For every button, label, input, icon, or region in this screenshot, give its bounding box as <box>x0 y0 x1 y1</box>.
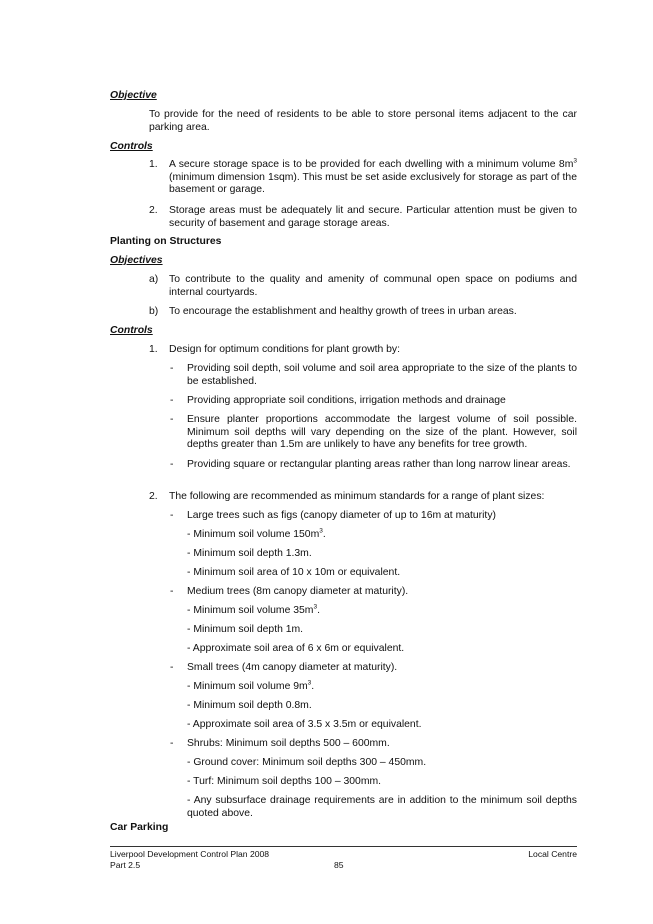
small-trees-area: - Approximate soil area of 3.5 x 3.5m or equivalent. <box>187 719 422 730</box>
planting-control-2-text: The following are recommended as minimum standards for a range of plant sizes: <box>169 491 545 502</box>
objective-item-a-text: To contribute to the quality and amenity of communal open space on podiums and internal courtyards. <box>169 274 577 298</box>
planting-control-2-number: 2. <box>149 491 158 502</box>
large-trees-area: - Minimum soil area of 10 x 10m or equivalent. <box>187 567 401 578</box>
small-trees-volume: - Minimum soil volume $9m^3$. <box>187 679 315 692</box>
document-page: Objective To provide for the need of residents to be able to store personal items adjacent to the car parking area. Controls 1. A secure storage space is to be provided for each dwelling with a minimum volume $8m^3$ (minimum dimension 1sqm). This must be set aside exclusively for storage as part of the basement or garage. 2. Storage areas must be adequately lit and secure. Particular attention must be given to security of basement and garage storage areas. Planting on Structures Objectives a) To contribute to the quality and amenity of communal open space on podiums and internal courtyards. b) To encourage the establishment and healthy growth of trees in urban areas. Controls 1. Design for optimum conditions for plant growth by: - Providing soil depth, soil volume and soil area appropriate to the size of the plants to be established. - Providing appropriate soil conditions, irrigation methods and drainage - Ensure planter proportions accommodate the largest volume of soil possible. Minimum soil depths will vary depending on the size of the plant. However, soil depths greater than 1.5m are unlikely to have any benefits for tree growth. - Providing square or rectangular planting areas rather than long narrow linear areas. 2. The following are recommended as minimum standards for a range of plant sizes: - Large trees such as figs (canopy diameter of up to 16m at maturity) - Minimum soil volume $150m^3$. - Minimum soil depth 1.3m. - Minimum soil area of 10 x 10m or equivalent. - Medium trees (8m canopy diameter at maturity). - Minimum soil volume $35m^3$. - Minimum soil depth 1m. - Approximate soil area of 6 x 6m or equivalent. - Small trees (4m canopy diameter at maturity). - Minimum soil volume $9m^3$. - Minimum soil depth 0.8m. - Approximate soil area of 3.5 x 3.5m or equivalent. - Shrubs: Minimum soil depths 500 – 600mm. - Ground cover: Minimum soil depths 300 – 450mm. - Turf: Minimum soil depths 100 – 300mm. - Any subsurface drainage requirements are in addition to the minimum soil depths quoted above. Car Parking Liverpool Development Control Plan 2008 Part 2.5 85 Local Centre <box>110 90 577 870</box>
footer-doc-title: Liverpool Development Control Plan 2008 <box>110 849 270 859</box>
turf-depth: - Turf: Minimum soil depths 100 – 300mm. <box>187 776 382 787</box>
planting-controls-heading: Controls <box>110 325 153 336</box>
planting-on-structures-title: Planting on Structures <box>110 236 222 247</box>
medium-trees-depth: - Minimum soil depth 1m. <box>187 624 304 635</box>
footer-page-number: 85 <box>334 860 344 870</box>
control-item-1-text: A secure storage space is to be provided for each dwelling with a minimum volume $8m^3$ (minimum dimension 1sqm). This must be set aside exclusively for storage as part of the basement or garage. <box>169 157 577 196</box>
objective-item-a-label: a) <box>149 274 159 285</box>
car-parking-title: Car Parking <box>110 822 169 833</box>
control-item-2-text: Storage areas must be adequately lit and secure. Particular attention must be given to security of basement and garage storage areas. <box>169 205 577 229</box>
large-trees-volume: - Minimum soil volume $150m^3$. <box>187 527 326 540</box>
planting-control-1-text: Design for optimum conditions for plant growth by: <box>169 344 401 355</box>
control-item-1-number: 1. <box>149 159 158 170</box>
footer-divider <box>110 846 577 847</box>
objective-heading: Objective <box>110 90 157 101</box>
small-trees-depth: - Minimum soil depth 0.8m. <box>187 700 312 711</box>
objective-item-b-text: To encourage the establishment and healthy growth of trees in urban areas. <box>169 306 517 317</box>
planting-control-1-number: 1. <box>149 344 158 355</box>
large-trees-depth: - Minimum soil depth 1.3m. <box>187 548 312 559</box>
control-item-2-number: 2. <box>149 205 158 216</box>
controls-heading: Controls <box>110 141 153 152</box>
medium-trees-area: - Approximate soil area of 6 x 6m or equivalent. <box>187 643 405 654</box>
ground-cover-depth: - Ground cover: Minimum soil depths 300 – 450mm. <box>187 757 427 768</box>
footer-part: Part 2.5 <box>110 860 141 870</box>
objective-text: To provide for the need of residents to be able to store personal items adjacent to the car parking area. <box>149 109 577 133</box>
objective-item-b-label: b) <box>149 306 159 317</box>
footer-section: Local Centre <box>528 849 577 859</box>
drainage-note: - Any subsurface drainage requirements are in addition to the minimum soil depths quoted above. <box>187 795 577 819</box>
medium-trees-volume: - Minimum soil volume $35m^3$. <box>187 603 320 616</box>
objectives-heading: Objectives <box>110 255 163 266</box>
